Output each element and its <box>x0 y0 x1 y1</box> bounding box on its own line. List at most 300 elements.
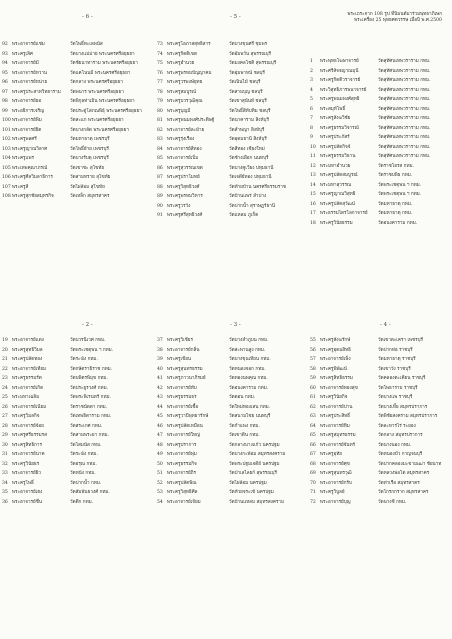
monk-name: พระมหาอำนวย <box>320 163 351 169</box>
entry-number: 87 <box>157 175 163 180</box>
monk-name: พระอาจารย์ทิม <box>320 423 350 429</box>
temple-name: วัดสุทัศนเทพวราราม กทม. <box>378 116 431 121</box>
entry-number: 56 <box>310 347 316 353</box>
list-row <box>157 498 307 508</box>
temple-name: วัดราชโอรส กทม. <box>378 163 414 169</box>
entry-number: 34 <box>2 480 8 486</box>
temple-name: วัดคลองตะเคียน ราชบุรี <box>378 376 426 381</box>
temple-name: วัดมหาธาตุ กทม. <box>378 211 413 216</box>
monk-name: พระครูเขียน <box>167 357 192 362</box>
temple-name: วัดสุทัศนเทพวราราม กทม. <box>378 135 431 140</box>
entry-number: 6 <box>310 106 313 112</box>
monk-name: พระครูวิมลกิจ <box>12 414 40 419</box>
monk-name: พระครูธรรมวิจารณ์ <box>320 125 359 131</box>
temple-name: วัดสีทอง เชียงใหม่ <box>229 146 265 152</box>
list-row <box>310 143 450 153</box>
entry-number: 10 <box>310 144 316 150</box>
monk-name: พระครูปราโมทย์ <box>167 175 200 180</box>
temple-name: วัดมหาธาตุ เพชรบุรี <box>70 137 110 142</box>
list-row <box>2 135 152 145</box>
temple-name: วัดสุทัศนเทพวราราม กทม. <box>378 125 431 131</box>
monk-name: พระครูธรรมรัต <box>12 376 42 381</box>
list-row <box>2 154 152 164</box>
entry-number: 95 <box>2 70 8 76</box>
monk-name: พระอาจารย์เจียม <box>167 499 201 505</box>
monk-name: พระมหาสุวรรณ <box>320 182 352 188</box>
list-row <box>310 133 450 143</box>
list-row <box>157 126 307 136</box>
temple-name: วัดเทพธิดาราม กทม. <box>70 414 112 419</box>
list-row <box>310 384 450 394</box>
list-row <box>157 88 307 98</box>
list-row <box>157 40 307 50</box>
list-row <box>157 355 307 365</box>
list-row <box>2 460 152 470</box>
entry-number: 59 <box>310 376 316 381</box>
monk-name: พระครูรุ่งเรือง <box>167 137 195 142</box>
list-row <box>2 50 152 60</box>
entry-number: 45 <box>157 414 163 419</box>
temple-name: วัดบ้านแพร่ ลำปาง <box>229 194 267 199</box>
page-number-2: - 2 - <box>82 322 93 328</box>
monk-name: พระครูวินัยกิจ <box>320 395 348 400</box>
entry-number: 47 <box>157 433 163 438</box>
entry-number: 5 <box>310 97 313 102</box>
temple-name: วัดเจดีย์ทอง ปทุมธานี <box>229 175 272 180</box>
monk-name: พระครูวิสุทธิศีล <box>167 490 198 495</box>
monk-name: พระอาจารย์แช่ม <box>12 42 45 47</box>
monk-name: พระอาจารย์บุญ <box>320 499 351 505</box>
monk-name: พระครูพิพัฒน์ <box>320 366 347 372</box>
list-row <box>157 154 307 164</box>
monk-name: พระครูธรรมธร <box>167 395 197 400</box>
entry-number: 4 <box>310 87 313 93</box>
temple-name: วัดพระปฐมเจดีย์ นครปฐม <box>229 461 280 467</box>
temple-name: วัดบางขุนเทียน กทม. <box>229 357 271 362</box>
temple-name: วัดห้วยจระเข้ นครปฐม <box>229 490 274 495</box>
list-row <box>310 57 450 67</box>
list-row <box>157 374 307 384</box>
entry-number: 40 <box>157 366 163 372</box>
list-row <box>310 200 450 210</box>
entry-number: 38 <box>157 347 163 353</box>
monk-name: พระอาจารย์พิม <box>12 118 42 123</box>
monk-name: พระอาจารย์เกิด <box>12 385 44 391</box>
temple-name: วัดหนองจอก กทม. <box>229 366 266 372</box>
temple-name: วัดเหล็ก สมุทรสาคร <box>70 194 110 199</box>
monk-name: พระอาจารย์จ้อย <box>12 423 44 429</box>
monk-name: พระครูแพร <box>12 156 34 161</box>
list-row <box>2 365 152 375</box>
entry-number: 93 <box>2 51 8 57</box>
monk-name: พระครูอุทัย <box>320 452 342 457</box>
temple-name: วัดแคโนนมี พระนครศรีอยุธยา <box>70 70 131 76</box>
monk-name: พระครูสุนทรวุฒิ <box>320 471 352 476</box>
monk-name: พระอธิการเจริญ <box>12 108 44 114</box>
temple-name: วัดบางเหี้ย สมุทรปราการ <box>378 404 428 410</box>
entry-number: 14 <box>310 182 316 188</box>
temple-name: วัดสัมพันธวงศ์ กทม. <box>70 490 110 495</box>
entry-number: 30 <box>2 442 8 448</box>
monk-name: พระอาจารย์เฮง <box>12 490 43 495</box>
monk-name: พระครูญาณวิลาศ <box>12 146 48 152</box>
monk-name: พระอาจารย์เทียม <box>12 366 47 372</box>
temple-name: วัดกลางบางแก้ว นครปฐม <box>229 442 280 448</box>
list-row <box>157 422 307 432</box>
list-row <box>2 192 152 202</box>
temple-name: วัดสุทัศนเทพวราราม กทม. <box>378 106 431 112</box>
monk-name: พระครูสมบูรณ์ <box>167 89 196 95</box>
list-row <box>157 384 307 394</box>
entry-number: 52 <box>157 480 163 486</box>
temple-name: วัดเขาตะเครา เพชรบุรี <box>378 338 424 343</box>
monk-name: พระครูพนมพงศ์ประดิษฐ์ <box>167 118 215 123</box>
list-row <box>157 211 307 221</box>
entry-number: 98 <box>2 99 8 104</box>
temple-name: วัดโกรกกราก สมุทรสาคร <box>378 490 429 495</box>
monk-name: พระอาจารย์เบิ่ม <box>167 156 199 161</box>
list-row <box>2 384 152 394</box>
list-row <box>2 40 152 50</box>
temple-name: วัดเขาสุนันท์ ชลบุรี <box>229 99 267 104</box>
temple-name: วัดสามทราย สุโขทัย <box>70 175 111 180</box>
list-row <box>157 336 307 346</box>
monk-name: พระเทพคุณาภรณ์ <box>12 165 48 171</box>
entry-number: 89 <box>157 194 163 199</box>
entry-number: 103 <box>2 146 11 152</box>
monk-name: พระครูสมุทรธรรม <box>320 433 356 438</box>
list-row <box>2 498 152 508</box>
entry-number: 57 <box>310 357 316 362</box>
page-number-4: - 4 - <box>380 322 391 328</box>
list-row <box>2 431 152 441</box>
list-row <box>2 393 152 403</box>
entry-number: 75 <box>157 61 163 66</box>
list-row <box>2 374 152 384</box>
monk-name: พระครูศีลวิมลาธิการ <box>12 175 53 180</box>
entry-number: 63 <box>310 414 316 419</box>
monk-name: พระครูพรหมวิหาร <box>167 194 203 199</box>
temple-name: วัดเขาดิน กทม. <box>229 433 260 438</box>
temple-name: วัดประยูรวงศ์ กทม. <box>70 385 109 391</box>
temple-name: วัดอนงคาราม กทม. <box>229 385 269 391</box>
monk-name: พระอาจารย์กลิ่น <box>167 347 200 353</box>
temple-name: วัดใหม่ทองเสน กทม. <box>229 404 271 410</box>
list-row <box>310 209 450 219</box>
temple-name: วัดพระเชตุพน ฯ กทม. <box>378 192 422 197</box>
list-row <box>157 145 307 155</box>
entry-number: 36 <box>2 499 8 505</box>
entry-number: 72 <box>310 499 316 505</box>
entry-number: 25 <box>2 395 8 400</box>
monk-name: พระครูพนมพงศ์สุทธิ <box>320 97 360 102</box>
entry-number: 26 <box>2 404 8 410</box>
monk-name: พระครูปราการ <box>167 442 197 448</box>
temple-name: วัดบางกะพ้อม สมุทรสงคราม <box>229 452 286 457</box>
entry-number: 9 <box>310 135 313 140</box>
monk-name: พระครูวรพงษ์ยุทธ <box>167 80 203 85</box>
list-row <box>310 374 450 384</box>
entry-number: 91 <box>157 213 163 218</box>
temple-name: วัดพระเชตุพน ฯ กทม. <box>70 347 114 353</box>
monk-name: พระครูสุวรรณเขต <box>167 165 203 171</box>
entry-number: 101 <box>2 127 11 133</box>
entry-number: 18 <box>310 220 316 226</box>
list-row <box>310 479 450 489</box>
list-row <box>2 412 152 422</box>
entry-number: 100 <box>2 118 11 123</box>
list-row <box>157 78 307 88</box>
monk-name: พระครูประสิทธิ์ <box>320 414 350 419</box>
list-row <box>310 114 450 124</box>
list-row <box>2 126 152 136</box>
entry-number: 22 <box>2 366 8 372</box>
temple-name: วัดชัยนาทาราม พระนครศรีอยุธยา <box>70 61 138 66</box>
entry-number: 15 <box>310 192 316 197</box>
upper-column-right <box>310 57 450 228</box>
list-row <box>157 488 307 498</box>
list-row <box>157 460 307 470</box>
temple-name: วัดกำแพง กทม. <box>229 423 260 429</box>
monk-name: พระอาจารย์ใหญ่ <box>167 433 200 438</box>
monk-name: พระอาจารย์ปาน <box>320 404 353 410</box>
list-row <box>310 152 450 162</box>
temple-name: วัดกลาง สมุทรปราการ <box>378 433 423 438</box>
monk-name: พระอาจารย์แดง <box>12 338 44 343</box>
list-row <box>310 181 450 191</box>
temple-name: วัดสระเกศ กทม. <box>70 423 103 429</box>
monk-name: พระครูประภัสร์ <box>320 135 350 140</box>
entry-number: 29 <box>2 433 8 438</box>
list-row <box>310 76 450 86</box>
list-row <box>157 450 307 460</box>
list-row <box>310 422 450 432</box>
temple-name: วัดดอน กทม. <box>229 395 256 400</box>
list-row <box>310 355 450 365</box>
monk-name: พระสมุห์โพธิ์ <box>320 106 346 112</box>
list-row <box>2 422 152 432</box>
list-row <box>310 441 450 451</box>
temple-name: วัดปากคลองมะขามเฒ่า ชัยนาท <box>378 461 442 467</box>
entry-number: 28 <box>2 423 8 429</box>
monk-name: พระอาจารย์ละม้าย <box>167 127 205 133</box>
entry-number: 20 <box>2 347 8 353</box>
entry-number: 97 <box>2 89 8 95</box>
monk-name: พระมหาเฉลิม <box>12 395 40 400</box>
temple-name: วัดสุทัศนเทพวราราม กทม. <box>378 59 431 64</box>
entry-number: 66 <box>310 442 316 448</box>
entry-number: 90 <box>157 203 163 209</box>
entry-number: 50 <box>157 461 163 467</box>
monk-name: พระครูปลัดสมบูรณ์ <box>320 173 358 178</box>
temple-name: วัดบ้านแหลม สมุทรสงคราม <box>229 499 285 505</box>
list-row <box>2 488 152 498</box>
entry-number: 3 <box>310 78 313 83</box>
entry-number: 54 <box>157 499 163 505</box>
list-row <box>310 450 450 460</box>
temple-name: วัดโพธิ์ทะเลพนัส <box>70 42 103 47</box>
list-row <box>310 86 450 96</box>
temple-name: วัดหลวงพ่อโต สมุทรสาคร <box>378 471 430 476</box>
temple-name: วัดสนามไชย นนทบุรี <box>229 414 271 419</box>
temple-name: วัดบางแม่ม่าย พระนครศรีอยุธยา <box>70 51 135 57</box>
entry-number: 11 <box>310 154 316 159</box>
entry-number: 2 <box>310 68 313 74</box>
entry-number: 51 <box>157 471 163 476</box>
temple-name: วัดอุดมธานี สิงห์บุรี <box>229 137 267 142</box>
monk-name: พระอาจารย์ทับ <box>167 385 197 391</box>
upper-column-mid <box>157 40 307 221</box>
list-row <box>310 67 450 77</box>
monk-name: พระครูโอภาสสุทธิสาร <box>167 42 211 47</box>
temple-name: วัดพนาร พระนครศรีอยุธยา <box>70 89 124 95</box>
list-row <box>310 488 450 498</box>
temple-name: วัดสามพระยา กทม. <box>70 433 109 438</box>
temple-name: วัดบางกลัด พระนครศรีอยุธยา <box>70 127 129 133</box>
monk-name: พระอาจารย์นาค <box>12 452 45 457</box>
list-row <box>157 50 307 60</box>
list-row <box>310 95 450 105</box>
temple-name: วัดสุทัศนเทพวราราม กทม. <box>378 144 431 150</box>
list-row <box>2 69 152 79</box>
entry-number: 37 <box>157 338 163 343</box>
monk-name: พระพุทธโฆษาจารย์ <box>320 59 359 64</box>
monk-name: พระครูปลัดพิณ <box>167 480 197 486</box>
list-row <box>310 431 450 441</box>
entry-number: 86 <box>157 165 163 171</box>
entry-number: 96 <box>2 80 8 85</box>
entry-number: 82 <box>157 127 163 133</box>
temple-name: วัดสุทัศนเทพวราราม กทม. <box>378 154 431 159</box>
entry-number: 78 <box>157 89 163 95</box>
entry-number: 8 <box>310 125 313 131</box>
temple-name: วัดบางขุนศรี ชุมพร <box>229 42 268 47</box>
temple-name: วัดราชนัดดา กทม. <box>70 404 108 410</box>
entry-number: 88 <box>157 184 163 190</box>
list-row <box>310 162 450 172</box>
entry-number: 32 <box>2 461 8 467</box>
temple-name: วัดมหาธาตุ ราชบุรี <box>378 357 416 362</box>
entry-number: 60 <box>310 385 316 391</box>
list-row <box>157 393 307 403</box>
monk-name: พระครูสุทธิวิมล <box>12 347 43 353</box>
page-number-5: - 5 - <box>230 14 241 20</box>
entry-number: 99 <box>2 108 8 114</box>
temple-name: วัดละหารไร่ ระยอง <box>378 423 416 429</box>
monk-name: พระครูธรรมกิจ <box>167 461 197 467</box>
monk-name: พระครูสิทธิการ <box>12 442 42 448</box>
temple-name: วัดระฆัง กทม. <box>70 452 98 457</box>
temple-name: วัดบางรับดุ เพชรบุรี <box>70 156 109 161</box>
monk-name: พระอาจารย์ศุข <box>320 461 350 467</box>
list-row <box>157 192 307 202</box>
list-row <box>157 59 307 69</box>
list-row <box>2 450 152 460</box>
lower-column-right <box>310 336 450 507</box>
list-row <box>157 97 307 107</box>
temple-name: วัดกลาง พระนครศรีอยุธยา <box>70 80 123 85</box>
entry-number: 27 <box>2 414 8 419</box>
entry-number: 53 <box>157 490 163 495</box>
monk-name: พระครูกิตติวราจารย์ <box>320 78 361 83</box>
temple-name: วัดหนัง กทม. <box>70 471 96 476</box>
entry-number: 83 <box>157 137 163 142</box>
monk-name: พระครูวิเชียร <box>167 338 193 343</box>
monk-name: พระอาจารย์เชื้อ <box>167 404 199 410</box>
temple-name: วัดไผ่ล้อม สุโขทัย <box>70 184 105 190</box>
entry-number: 64 <box>310 423 316 429</box>
lower-column-mid <box>157 336 307 507</box>
temple-name: วัดเขาวัง ราชบุรี <box>378 366 411 372</box>
entry-number: 41 <box>157 376 163 381</box>
monk-name: พระวิสุทธิภารพนาจารย์ <box>320 87 367 93</box>
list-row <box>2 346 152 356</box>
monk-name: พระครูสังฆรักษ์ <box>320 338 351 343</box>
temple-name: วัดไผ่ล้อม นครปฐม <box>229 480 267 486</box>
temple-name: วัดแหลม ภูเก็ต <box>229 213 259 218</box>
list-row <box>157 135 307 145</box>
list-row <box>2 107 152 117</box>
entry-number: 48 <box>157 442 163 448</box>
temple-name: วัดสะแก พระนครศรีอยุธยา <box>70 118 124 123</box>
entry-number: 73 <box>157 42 163 47</box>
entry-number: 108 <box>2 194 11 199</box>
monk-name: พระอาจารย์หวาน <box>12 70 48 76</box>
monk-name: พระครูวินัยธรรม <box>320 220 353 226</box>
entry-number: 43 <box>157 395 163 400</box>
monk-name: พระครูอุดมสิทธิ <box>320 347 351 353</box>
entry-number: 39 <box>157 357 163 362</box>
monk-name: พระครูสุนทรธรรม <box>167 366 203 372</box>
monk-name: พระธรรมไตรโลกาจารย์ <box>320 211 368 216</box>
entry-number: 77 <box>157 80 163 85</box>
monk-name: พระครูปลัดทอง <box>12 357 43 362</box>
entry-number: 58 <box>310 366 316 372</box>
list-row <box>2 403 152 413</box>
temple-name: วัดบางลำภูบน กทม. <box>229 338 269 343</box>
temple-name: วัดมหาธาตุ กทม. <box>378 201 413 207</box>
list-row <box>157 441 307 451</box>
list-row <box>157 431 307 441</box>
temple-name: วัดปากน้ำ สุราษฎร์ธานี <box>229 203 275 209</box>
list-row <box>157 202 307 212</box>
temple-name: วัดมงคลโชติ สุพรรณบุรี <box>229 61 277 66</box>
entry-number: 84 <box>157 146 163 152</box>
monk-name: พระอาจารย์ชื่น <box>12 499 42 505</box>
entry-number: 33 <box>2 471 8 476</box>
temple-name: วัดป่าเลไลยก์ สุพรรณบุรี <box>229 471 277 476</box>
temple-name: วัดช้างเผือก นนทบุรี <box>229 156 269 161</box>
entry-number: 81 <box>157 118 163 123</box>
list-row <box>310 460 450 470</box>
list-row <box>310 469 450 479</box>
entry-number: 70 <box>310 480 316 486</box>
list-row <box>157 116 307 126</box>
monk-name: พระอาจารย์ผิว <box>12 471 42 476</box>
temple-name: วัดพิชัยสงคราม สมุทรปราการ <box>378 414 438 419</box>
monk-name: พระอาจารย์ทองสุข <box>320 385 358 391</box>
monk-name: พระครูพลศรี <box>12 137 37 142</box>
entry-number: 61 <box>310 395 316 400</box>
entry-number: 19 <box>2 338 8 343</box>
monk-name: พระศรีสัจจญาณมุนี <box>320 68 359 74</box>
list-row <box>310 412 450 422</box>
entry-number: 12 <box>310 163 316 169</box>
temple-name: วัดกษัตราธิราช กทม. <box>70 366 113 372</box>
list-row <box>2 336 152 346</box>
lower-column-left <box>2 336 152 507</box>
entry-number: 16 <box>310 201 316 207</box>
